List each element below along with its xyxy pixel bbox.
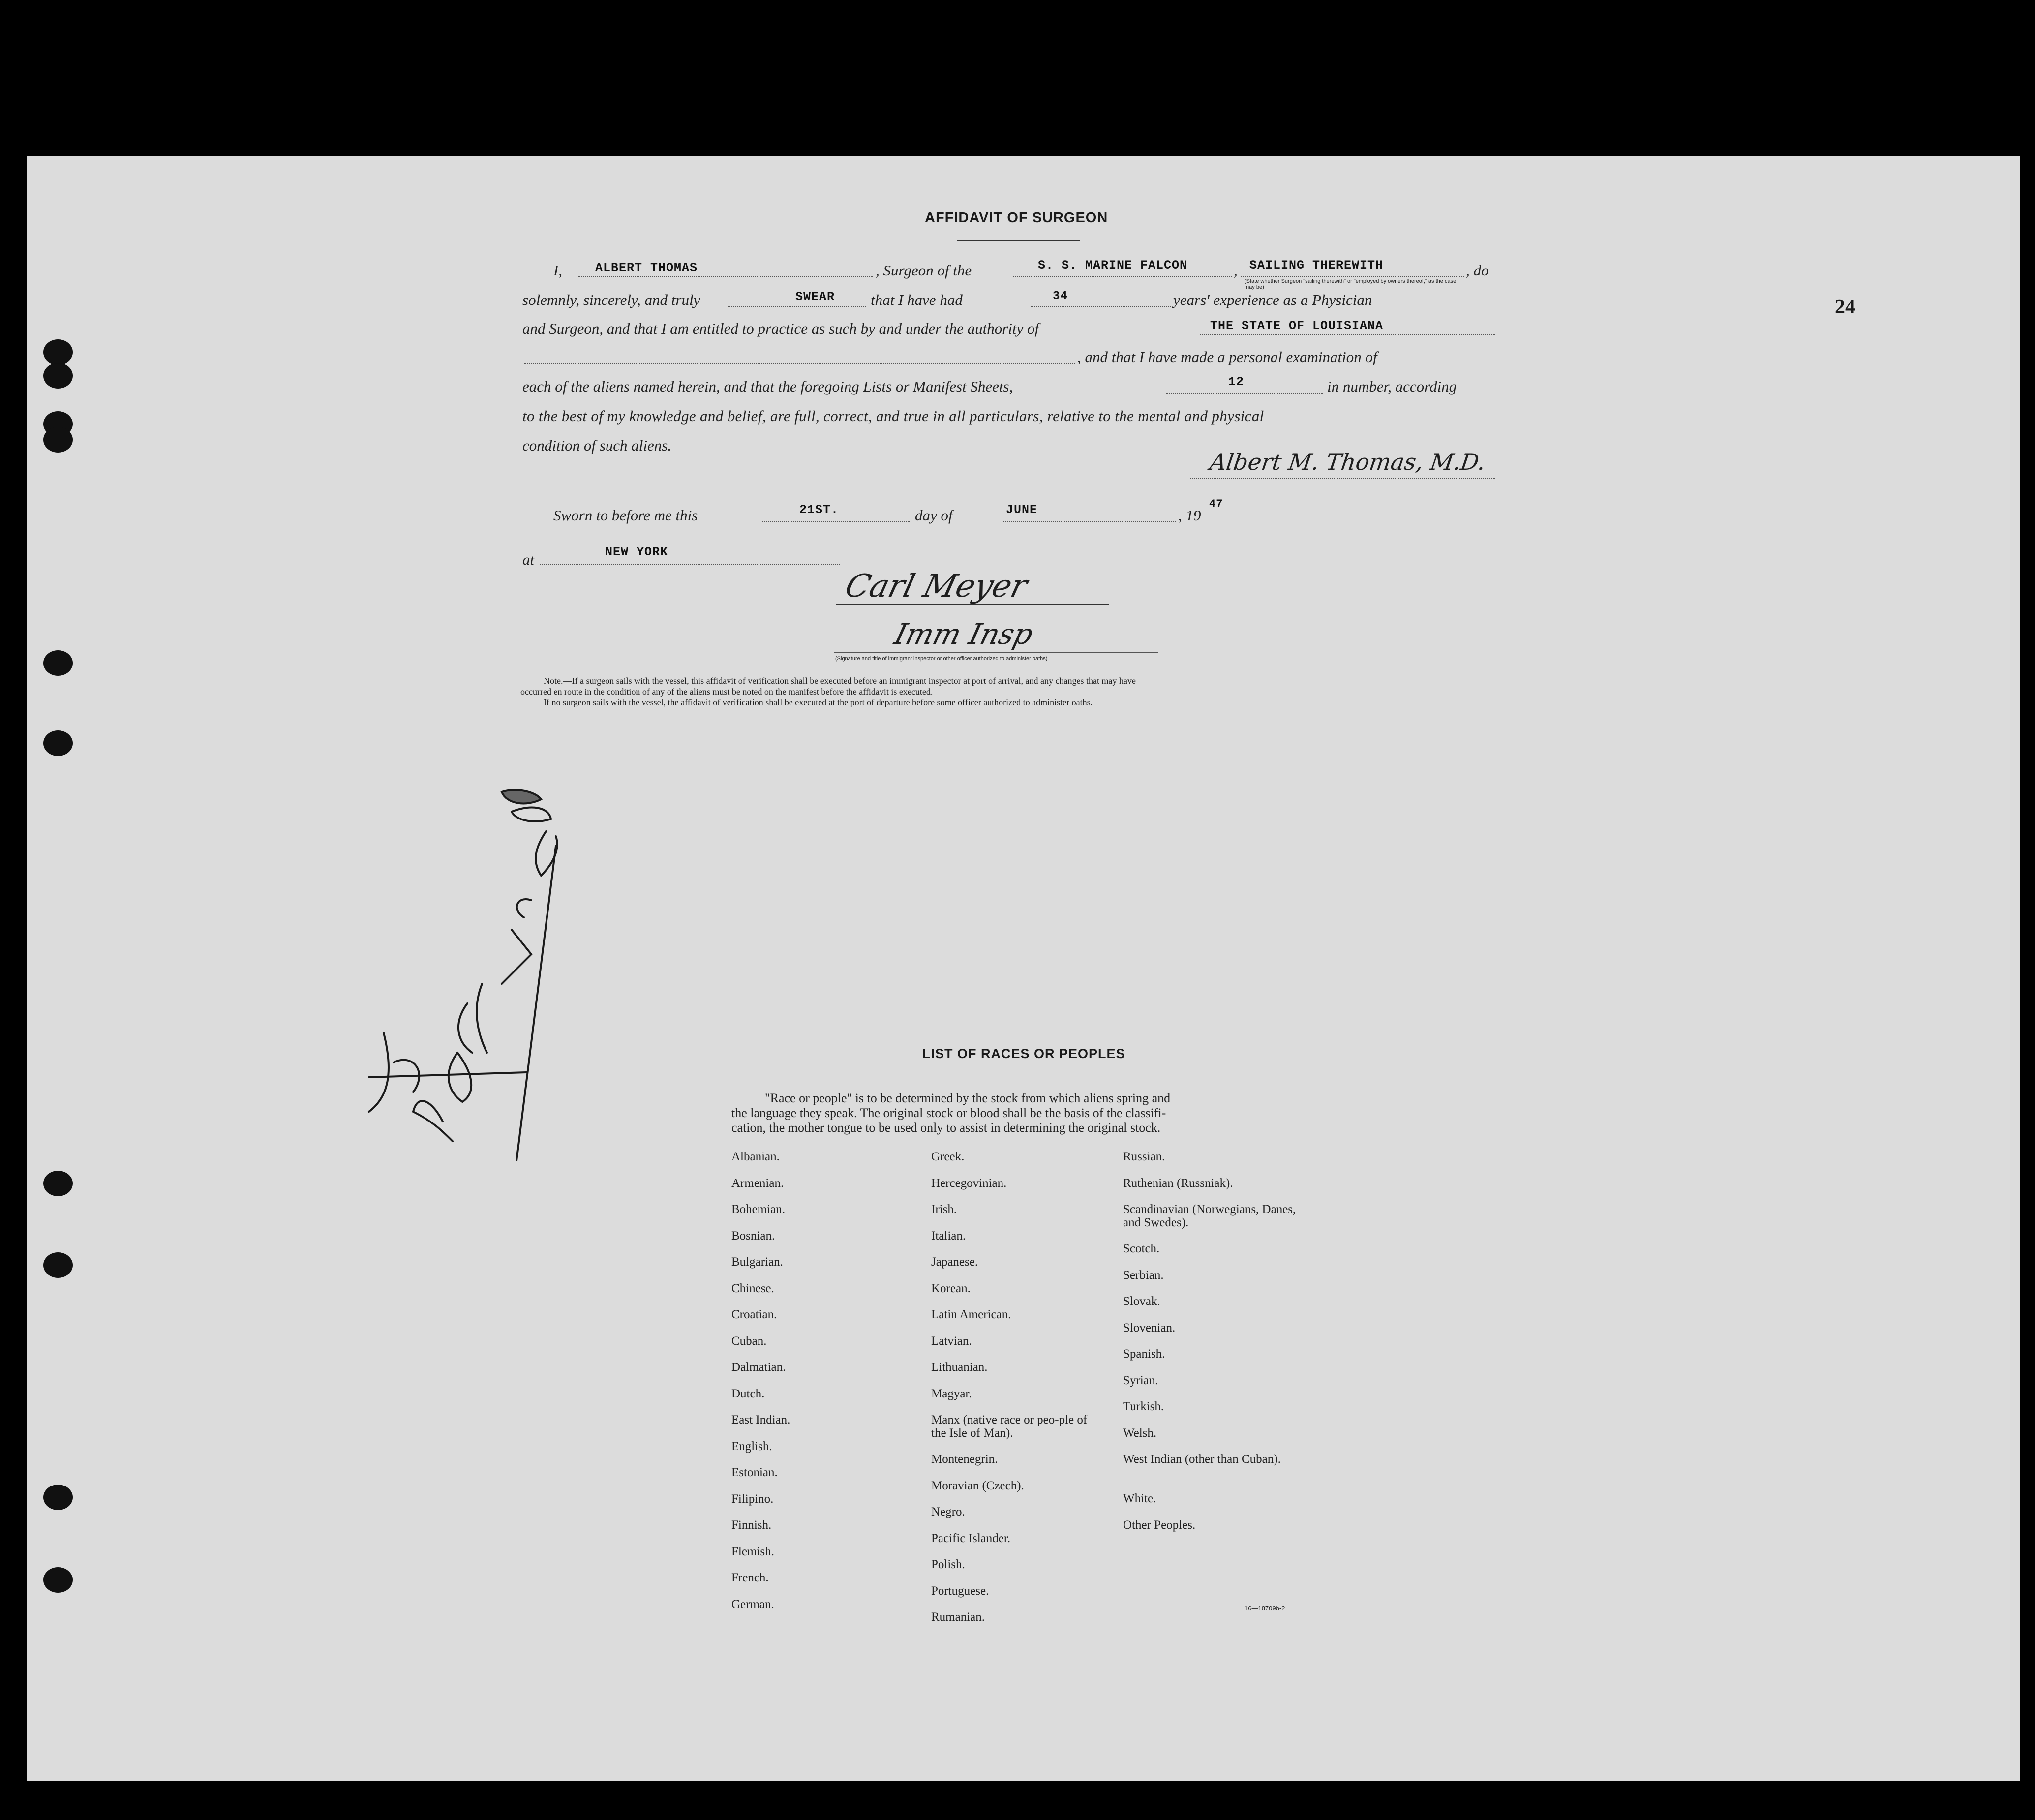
margin-handwriting bbox=[354, 777, 590, 1161]
affidavit-text: at bbox=[522, 551, 535, 568]
field-line bbox=[1031, 306, 1171, 307]
race-entry: German. bbox=[731, 1597, 774, 1611]
affidavit-text: Sworn to before me this bbox=[553, 507, 698, 524]
race-entry: Latin American. bbox=[931, 1308, 1011, 1321]
race-entry: Bohemian. bbox=[731, 1203, 786, 1216]
field-line bbox=[1013, 276, 1232, 277]
affidavit-title: AFFIDAVIT OF SURGEON bbox=[925, 210, 1108, 226]
signature-line bbox=[836, 604, 1109, 605]
race-entry: Pacific Islander. bbox=[931, 1531, 1011, 1545]
races-intro: the language they speak. The original stock or blood shall be the basis of the classifi- bbox=[731, 1106, 1166, 1120]
race-entry: Dutch. bbox=[731, 1387, 765, 1400]
field-line bbox=[728, 306, 866, 307]
status-note: (State whether Surgeon "sailing therewith" or "employed by owners thereof," as the case may be) bbox=[1245, 278, 1457, 290]
affidavit-text: in number, according bbox=[1327, 378, 1457, 395]
vessel-field: S. S. MARINE FALCON bbox=[1038, 258, 1188, 273]
race-entry: Albanian. bbox=[731, 1150, 780, 1163]
note-text: occurred en route in the condition of any of the aliens must be noted on the manifest before the affidavit is executed. bbox=[520, 687, 933, 697]
race-entry: Spanish. bbox=[1123, 1347, 1165, 1361]
race-entry: Filipino. bbox=[731, 1492, 774, 1506]
race-entry: Rumanian. bbox=[931, 1610, 985, 1624]
authority-field: THE STATE OF LOUISIANA bbox=[1210, 319, 1384, 333]
affidavit-text: , do bbox=[1466, 262, 1489, 279]
sheet-count-field: 12 bbox=[1228, 375, 1245, 389]
inspector-signature: Carl Meyer bbox=[841, 568, 1031, 605]
place-field: NEW YORK bbox=[605, 545, 668, 559]
sailing-status-field: SAILING THEREWITH bbox=[1249, 258, 1384, 273]
field-line bbox=[1200, 334, 1495, 335]
affidavit-text: that I have had bbox=[871, 291, 963, 308]
affidavit-text: and Surgeon, and that I am entitled to practice as such by and under the authority of bbox=[522, 320, 1039, 337]
punch-hole bbox=[43, 1252, 73, 1278]
punch-hole bbox=[43, 339, 73, 365]
note-text: If no surgeon sails with the vessel, the affidavit of verification shall be executed at the port of departure before some officer authorized to administer oaths. bbox=[544, 698, 1093, 707]
races-intro: cation, the mother tongue to be used only to assist in determining the original stock. bbox=[731, 1121, 1161, 1135]
field-line bbox=[578, 276, 873, 277]
race-entry: Chinese. bbox=[731, 1281, 774, 1295]
race-entry: East Indian. bbox=[731, 1413, 790, 1426]
punch-hole bbox=[43, 1567, 73, 1593]
affidavit-text: solemnly, sincerely, and truly bbox=[522, 291, 700, 308]
race-entry: Hercegovinian. bbox=[931, 1176, 1007, 1190]
affidavit-text: condition of such aliens. bbox=[522, 437, 672, 454]
punch-hole bbox=[43, 363, 73, 389]
race-entry: White. bbox=[1123, 1492, 1156, 1505]
race-entry: Ruthenian (Russniak). bbox=[1123, 1176, 1233, 1190]
race-entry: Scotch. bbox=[1123, 1242, 1160, 1255]
punch-hole bbox=[43, 650, 73, 676]
oath-field: SWEAR bbox=[795, 290, 835, 304]
race-entry: Flemish. bbox=[731, 1545, 774, 1558]
punch-hole bbox=[43, 1485, 73, 1510]
surgeon-name-field: ALBERT THOMAS bbox=[595, 261, 698, 275]
sworn-year-field: 47 bbox=[1209, 498, 1223, 510]
race-entry: Dalmatian. bbox=[731, 1361, 786, 1374]
race-entry: Portuguese. bbox=[931, 1584, 989, 1598]
affidavit-text: , 19 bbox=[1178, 507, 1201, 524]
race-entry: Japanese. bbox=[931, 1255, 978, 1269]
surgeon-signature: Albert M. Thomas, M.D. bbox=[1208, 449, 1488, 475]
inspector-title-signature: Imm Insp bbox=[891, 617, 1036, 651]
race-entry: Welsh. bbox=[1123, 1426, 1157, 1440]
field-line bbox=[524, 363, 1075, 364]
field-line bbox=[1241, 276, 1464, 277]
race-entry: Other Peoples. bbox=[1123, 1518, 1196, 1532]
race-entry: Turkish. bbox=[1123, 1400, 1164, 1413]
field-line bbox=[1003, 521, 1176, 522]
race-entry: Bosnian. bbox=[731, 1229, 775, 1243]
race-entry: Slovak. bbox=[1123, 1295, 1160, 1308]
race-entry: Armenian. bbox=[731, 1176, 784, 1190]
sworn-day-field: 21ST. bbox=[799, 503, 839, 517]
affidavit-text: years' experience as a Physician bbox=[1173, 291, 1372, 308]
page-number: 24 bbox=[1835, 296, 1855, 318]
punch-hole bbox=[43, 730, 73, 756]
race-entry: Greek. bbox=[931, 1150, 965, 1163]
race-entry: Cuban. bbox=[731, 1334, 767, 1348]
race-entry: Russian. bbox=[1123, 1150, 1165, 1163]
title-underline bbox=[957, 240, 1080, 241]
race-entry: Croatian. bbox=[731, 1308, 777, 1321]
races-title: LIST OF RACES OR PEOPLES bbox=[922, 1046, 1125, 1061]
race-entry: Moravian (Czech). bbox=[931, 1479, 1024, 1492]
field-line bbox=[1166, 393, 1323, 394]
race-entry: Korean. bbox=[931, 1281, 971, 1295]
sworn-month-field: JUNE bbox=[1006, 503, 1038, 517]
race-entry: Manx (native race or peo-ple of the Isle of Man). bbox=[931, 1413, 1088, 1440]
race-entry: Italian. bbox=[931, 1229, 966, 1243]
race-entry: Montenegrin. bbox=[931, 1453, 998, 1466]
punch-hole bbox=[43, 427, 73, 453]
race-entry: French. bbox=[731, 1571, 769, 1584]
race-entry: English. bbox=[731, 1439, 772, 1453]
race-entry: Lithuanian. bbox=[931, 1361, 988, 1374]
affidavit-text: I, bbox=[553, 262, 563, 279]
race-entry: Estonian. bbox=[731, 1466, 778, 1479]
race-entry: Latvian. bbox=[931, 1334, 972, 1348]
race-entry: Magyar. bbox=[931, 1387, 972, 1400]
affidavit-text: , Surgeon of the bbox=[876, 262, 972, 279]
affidavit-text: day of bbox=[915, 507, 953, 524]
race-entry: Irish. bbox=[931, 1203, 957, 1216]
form-number: 16—18709b-2 bbox=[1245, 1605, 1285, 1612]
punch-hole bbox=[43, 1171, 73, 1196]
race-entry: Polish. bbox=[931, 1558, 965, 1571]
signature-line bbox=[834, 652, 1158, 653]
affidavit-text: , bbox=[1234, 262, 1238, 279]
race-entry: Bulgarian. bbox=[731, 1255, 783, 1269]
note-text: Note.—If a surgeon sails with the vessel, this affidavit of verification shall be executed before an immigrant inspector at port of arrival, and any changes that may have bbox=[544, 676, 1136, 686]
signature-line bbox=[1190, 478, 1495, 479]
years-field: 34 bbox=[1053, 290, 1068, 303]
race-entry: West Indian (other than Cuban). bbox=[1123, 1453, 1281, 1466]
field-line bbox=[540, 564, 840, 565]
race-entry: Serbian. bbox=[1123, 1268, 1164, 1282]
inspector-caption: (Signature and title of immigrant inspector or other officer authorized to administer oaths) bbox=[835, 656, 1048, 662]
race-entry: Slovenian. bbox=[1123, 1321, 1176, 1335]
race-entry: Scandinavian (Norwegians, Danes, and Swedes). bbox=[1123, 1203, 1296, 1229]
race-entry: Negro. bbox=[931, 1505, 965, 1518]
race-entry: Finnish. bbox=[731, 1518, 772, 1532]
affidavit-text: to the best of my knowledge and belief, are full, correct, and true in all particulars, relative to the mental and physical bbox=[522, 407, 1264, 425]
race-entry: Syrian. bbox=[1123, 1373, 1158, 1387]
affidavit-text: each of the aliens named herein, and that the foregoing Lists or Manifest Sheets, bbox=[522, 378, 1013, 395]
field-line bbox=[762, 521, 910, 522]
races-intro: "Race or people" is to be determined by the stock from which aliens spring and bbox=[765, 1091, 1171, 1105]
affidavit-text: , and that I have made a personal examination of bbox=[1077, 348, 1377, 365]
